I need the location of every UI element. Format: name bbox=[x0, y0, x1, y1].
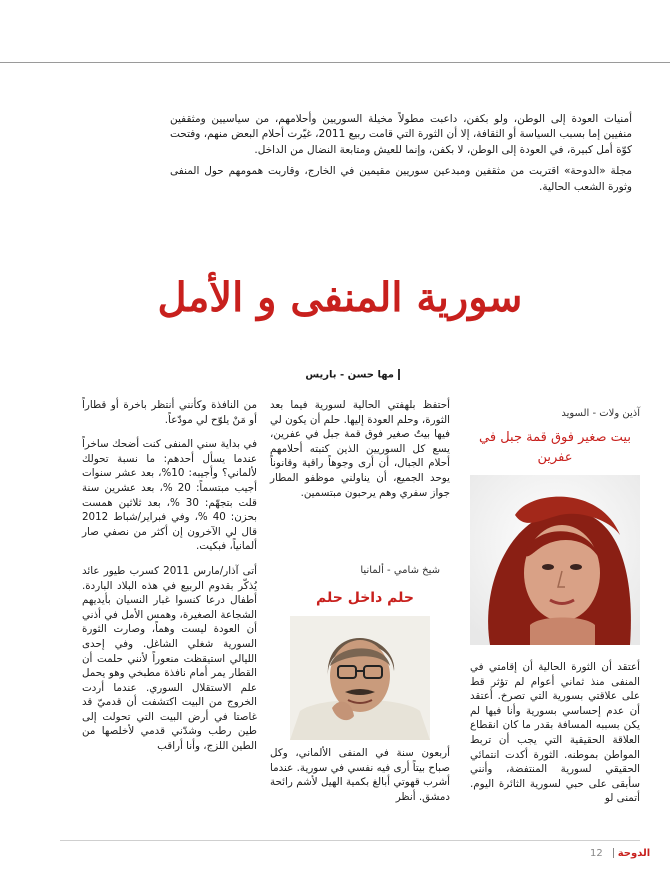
magazine-name: الدوحة bbox=[617, 848, 651, 859]
section1-paragraph-a: أحتفظ بلهفتي الحالية لسورية فيما بعد الثورة، وحلم العودة إليها. حلم أن يكون لي فيها بيتٌ صغير فوق قمة جبل في عفرين، يسع كل السوريين الذين كتبته أحلامهم أحلام الجبال، أن أرى وجوهاً راقية وقانوناً يوحد الجميع، أن يناولني موظفو المطار جواز سفري وهم يرحبون مبتسمين. bbox=[270, 399, 450, 499]
section2-author: شيخ شامي - ألمانيا bbox=[360, 565, 440, 576]
section2-paragraph: أربعون سنة في المنفى الألماني، وكل صباح بيتاً أرى فيه نفسي في سورية. عندما أشرب قهوتي أبالغ بكمية الهيل لأشم رائحة دمشق. أنظر bbox=[270, 747, 450, 803]
top-rule bbox=[0, 62, 670, 63]
section3-paragraph-1: من النافذة وكأنني أنتظر باخرة أو قطاراً أو مَنْ يلوّح لي مودّعاً. bbox=[82, 399, 257, 426]
section1-heading: بيت صغير فوق قمة جبل في عفرين bbox=[479, 430, 631, 465]
page-footer bbox=[590, 848, 650, 859]
section1-author: آذين ولات - السويد bbox=[561, 408, 640, 419]
byline bbox=[290, 369, 400, 381]
byline-bar bbox=[398, 369, 400, 380]
page-number: 12 bbox=[590, 848, 603, 859]
section2-text bbox=[270, 746, 450, 814]
article-title: سورية المنفى و الأمل bbox=[157, 274, 523, 321]
section2-heading: حلم داخل حلم bbox=[316, 590, 414, 606]
intro-paragraph-1: أمنيات العودة إلى الوطن، ولو بكفن، داعبت مطولاً مخيلة السوريين وأحلامهم، من سياسيين ومثقفين منفيين إما بسبب السياسة أو الثقافة، إلا أن الثورة التي قامت ربيع 2011، غيّرت أحلام البعض منهم، وفتحت كوّة أمل كبيرة، في العودة إلى الوطن، لا بكفن، وإنما للعيش ومتابعة النضال من الداخل. bbox=[170, 113, 632, 156]
photo-woman bbox=[470, 475, 640, 645]
bottom-rule bbox=[60, 840, 640, 841]
intro-paragraph-2: مجلة «الدوحة» اقتربت من مثقفين ومبدعين سوريين مقيمين في الخارج، وقاربت همومهم حول المنفى وثورة الشعب الحالية. bbox=[170, 165, 632, 193]
byline-text: مها حسن - باريس bbox=[305, 369, 394, 381]
photo-woman-image bbox=[470, 475, 640, 645]
section1-paragraph-b: أعتقد أن الثورة الحالية أن إقامتي في المنفى منذ ثماني أعوام لم تؤثر قط على علاقتي بسورية التي تصرخ. أعتقد أن عدم إحساسي بسورية وأنا فيها لم يكن بسببه المسافة بقدر ما كان انقطاع العلاقة الحقيقية التي يجب أن تربط المواطن بموطنه. الثورة أكدت انتمائي الحقيقي لسورية المنتفضة، وأنني سأبقى على حبي لسورية الثائرة اليوم. أتمنى لو bbox=[470, 661, 640, 805]
photo-man bbox=[290, 616, 430, 740]
section3-paragraph-2: في بداية سني المنفى كنت أضحك ساخراً عندما يسأل أحدهم: ما نسبة تحولك لألماني؟ وأجيبه: 10%، بعد عشر سنوات أجيب مبتسماً: 20 %، بعد عشرين سنة قلت بتجهّم: 30 %، بعد ثلاثين همست بحزن: 40 %، وفي فبراير/شباط 2012 قال لي الآخرون إن أكثر من نصفي صار ألمانياً، فبكيت. bbox=[82, 438, 257, 553]
footer-separator bbox=[613, 848, 614, 858]
section3-text bbox=[82, 398, 257, 764]
intro bbox=[170, 112, 632, 201]
section1-text-a bbox=[270, 398, 450, 510]
section1-text-b bbox=[470, 660, 640, 816]
section3-paragraph-3: أتى آذار/مارس 2011 كسرب طيور عائد يُذكّر بقدوم الربيع في هذه البلاد الباردة. أطفال درعا كنسوا غبار النسيان بأيديهم الشجاعة الصغيرة، وهمس الأمل في أذني أن العودة ليست وهماً، وصارت الثورة السورية شغلي الشاغل. وفي إحدى الليالي استيقظت منعوراً لأنني حلمت أن القطار يمر أمام نافذة مطبخي وهو يحمل علم الاستقلال السوري. عندما أردت الخروج من البيت اكتشفت أن قدميّ قد غاصتا في أرض البيت التي تحولت إلى طين رطب وشدّني قدمي لأخلصها من الطين اللزج، وأنا أراقب bbox=[82, 564, 257, 753]
photo-man-image bbox=[290, 616, 430, 740]
